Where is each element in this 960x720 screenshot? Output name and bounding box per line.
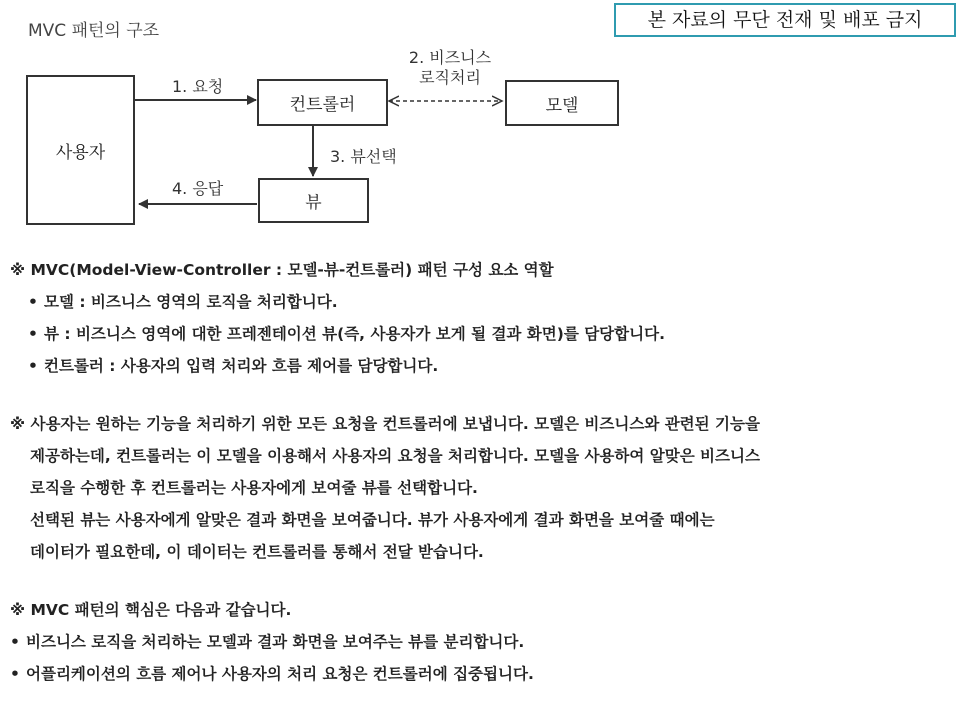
bullet-icon: • <box>10 665 20 683</box>
core-item <box>10 626 534 658</box>
user-box: 사용자 <box>26 75 135 225</box>
controller-box: 컨트롤러 <box>257 79 388 126</box>
step-view-select-label: 3. 뷰선택 <box>330 147 397 166</box>
bullet-icon: • <box>28 325 38 343</box>
step-business-logic-label <box>398 48 502 88</box>
bullet-icon: • <box>28 357 38 375</box>
flow-line: ※ 사용자는 원하는 기능을 처리하기 위한 모든 요청을 컨트롤러에 보냅니다. 모델은 비즈니스와 관련된 기능을 <box>10 415 760 433</box>
core-item-text: 어플리케이션의 흐름 제어나 사용자의 처리 요청은 컨트롤러에 집중됩니다. <box>26 665 534 683</box>
role-item-text: 모델 : 비즈니스 영역의 로직을 처리합니다. <box>44 293 338 311</box>
model-box: 모델 <box>505 80 619 126</box>
step-response-label: 4. 응답 <box>172 179 224 198</box>
step-business-logic-line2: 로직처리 <box>419 68 481 87</box>
diagram-title: MVC 패턴의 구조 <box>28 21 160 41</box>
section-core-heading: ※ MVC 패턴의 핵심은 다음과 같습니다. <box>10 601 292 619</box>
role-item-model <box>10 286 665 318</box>
copyright-notice: 본 자료의 무단 전재 및 배포 금지 <box>614 3 956 37</box>
flow-line: 로직을 수행한 후 컨트롤러는 사용자에게 보여줄 뷰를 선택합니다. <box>30 479 478 497</box>
core-item-text: 비즈니스 로직을 처리하는 모델과 결과 화면을 보여주는 뷰를 분리합니다. <box>26 633 525 651</box>
role-item-text: 컨트롤러 : 사용자의 입력 처리와 흐름 제어를 담당합니다. <box>44 357 439 375</box>
flow-line: 데이터가 필요한데, 이 데이터는 컨트롤러를 통해서 전달 받습니다. <box>30 543 484 561</box>
step-request-label: 1. 요청 <box>172 77 224 96</box>
bullet-icon: • <box>28 293 38 311</box>
section-flow <box>10 408 760 568</box>
flow-line: 선택된 뷰는 사용자에게 알맞은 결과 화면을 보여줍니다. 뷰가 사용자에게 결과 화면을 보여줄 때에는 <box>30 511 715 529</box>
section-roles-heading: ※ MVC(Model-View-Controller : 모델-뷰-컨트롤러) 패턴 구성 요소 역할 <box>10 261 554 279</box>
section-roles <box>10 254 665 382</box>
role-item-controller <box>10 350 665 382</box>
role-item-view <box>10 318 665 350</box>
view-box: 뷰 <box>258 178 369 223</box>
role-item-text: 뷰 : 비즈니스 영역에 대한 프레젠테이션 뷰(즉, 사용자가 보게 될 결과 화면)를 담당합니다. <box>44 325 665 343</box>
section-core <box>10 594 534 690</box>
flow-line: 제공하는데, 컨트롤러는 이 모델을 이용해서 사용자의 요청을 처리합니다. 모델을 사용하여 알맞은 비즈니스 <box>30 447 760 465</box>
core-item <box>10 658 534 690</box>
diagram-arrows <box>0 0 960 240</box>
step-business-logic-line1: 2. 비즈니스 <box>408 48 492 67</box>
bullet-icon: • <box>10 633 20 651</box>
